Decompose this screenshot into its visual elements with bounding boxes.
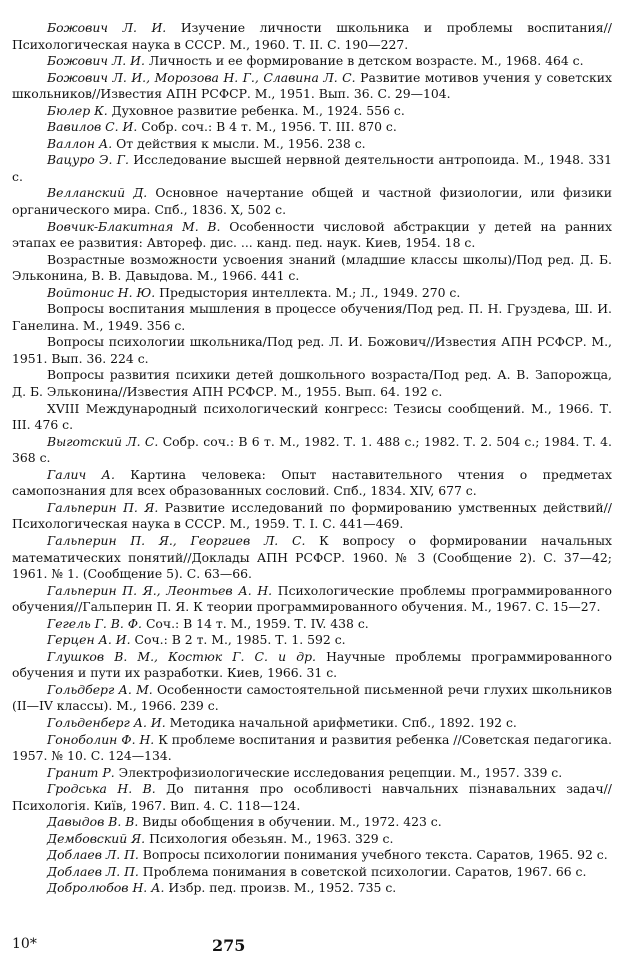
bibliography-entry xyxy=(12,53,612,70)
entry-author: Войтонис Н. Ю. xyxy=(47,284,156,300)
entry-text: Соч.: В 2 т. М., 1985. Т. 1. 592 с. xyxy=(134,632,346,648)
entry-text: Исследование высшей нервной деятельности антропоида. М., 1948. 331 с. xyxy=(12,152,612,184)
entry-author: Гальперин П. Я. xyxy=(47,499,159,515)
entry-text: Предыстория интеллекта. М.; Л., 1949. 270 с. xyxy=(159,284,461,300)
bibliography-entry xyxy=(12,831,612,848)
bibliography-entry xyxy=(12,500,612,533)
entry-author: Гоноболин Ф. Н. xyxy=(47,731,155,747)
entry-author: Выготский Л. С. xyxy=(47,433,159,449)
entry-text: Научные проблемы программированного обучения и пути их разработки. Киев, 1966. 31 с. xyxy=(12,648,612,681)
entry-author: Гранит Р. xyxy=(47,764,115,780)
entry-author: Доблаев Л. П. xyxy=(47,863,139,879)
page-footer xyxy=(12,936,612,956)
bibliography-entry xyxy=(12,715,612,732)
bibliography-entry xyxy=(12,119,612,136)
entry-text: Методика начальной арифметики. Спб., 1892. 192 с. xyxy=(169,714,517,730)
entry-text: Вопросы психологии школьника/Под ред. Л. И. Божович//Известия АПН РСФСР. М., 1951. Вып. 36. 224 с. xyxy=(12,334,612,366)
bibliography-entry xyxy=(12,864,612,881)
entry-author: Валлон А. xyxy=(47,135,113,151)
entry-text: Изучение личности школьника и проблемы воспитания//Психологическая наука в СССР. М., 1960. Т. II. С. 190—227. xyxy=(12,20,612,52)
entry-author: Вавилов С. И. xyxy=(47,119,138,135)
bibliography-entry xyxy=(12,467,612,500)
bibliography-entry xyxy=(12,334,612,367)
entry-author: Вовчик-Блакитная М. В. xyxy=(47,218,221,234)
entry-author: Добролюбов Н. А. xyxy=(47,880,165,896)
bibliography-entry xyxy=(12,152,612,185)
entry-text: Возрастные возможности усвоения знаний (младшие классы школы)/Под ред. Д. Б. Эльконина, В. В. Давыдова. М., 1966. 441 с. xyxy=(12,251,612,284)
bibliography-entry xyxy=(12,434,612,467)
bibliography-entry xyxy=(12,649,612,682)
entry-text: Избр. пед. произв. М., 1952. 735 с. xyxy=(168,880,397,896)
entry-author: Доблаев Л. П. xyxy=(47,847,139,863)
entry-text: Электрофизиологические исследования рецепции. М., 1957. 339 с. xyxy=(118,764,563,780)
bibliography-entry xyxy=(12,847,612,864)
entry-text: Личность и ее формирование в детском возрасте. М., 1968. 464 с. xyxy=(148,53,584,69)
entry-author: Велланский Д. xyxy=(47,185,148,201)
entry-author: Гегель Г. В. Ф. xyxy=(47,615,142,631)
printer-signature-mark: 10* xyxy=(12,936,37,952)
entry-text: Собр. соч.: В 4 т. М., 1956. Т. III. 870 с. xyxy=(141,119,397,135)
bibliography-entry xyxy=(12,103,612,120)
entry-text: Основное начертание общей и частной физиологии, или физики органического мира. Спб., 1836. X, 502 с. xyxy=(12,185,613,218)
bibliography-entry xyxy=(12,682,612,715)
entry-author: Бюлер К. xyxy=(47,102,108,118)
bibliography-entry xyxy=(12,880,612,897)
entry-author: Гальперин П. Я., Георгиев Л. С. xyxy=(47,532,306,548)
entry-text: Особенности числовой абстракции у детей на ранних этапах ее развития: Автореф. дис. ... канд. пед. наук. Киев, 1954. 18 с. xyxy=(12,218,612,251)
entry-text: Виды обобщения в обучении. М., 1972. 423 с. xyxy=(142,814,442,830)
entry-text: Вопросы развития психики детей дошкольного возраста/Под ред. А. В. Запорожца, Д. Б. Эльконина//Известия АПН РСФСР. М., 1955. Вып. 64. 192 с. xyxy=(12,367,612,400)
bibliography-entry xyxy=(12,781,612,814)
entry-author: Дембовский Я. xyxy=(47,830,146,846)
entry-text: Проблема понимания в советской психологии. Саратов, 1967. 66 с. xyxy=(142,863,587,879)
entry-author: Гольденберг А. И. xyxy=(47,714,166,730)
bibliography-entry xyxy=(12,765,612,782)
entry-author: Вацуро Э. Г. xyxy=(47,152,129,168)
entry-text: Вопросы психологии понимания учебного текста. Саратов, 1965. 92 с. xyxy=(142,847,608,863)
bibliography-entry xyxy=(12,185,612,218)
bibliography-entry xyxy=(12,533,612,583)
bibliography-entry xyxy=(12,136,612,153)
bibliography-entry xyxy=(12,20,612,53)
bibliography-entry xyxy=(12,616,612,633)
bibliography-entry xyxy=(12,285,612,302)
entry-author: Герцен А. И. xyxy=(47,632,131,648)
entry-author: Божович Л. И. xyxy=(47,20,167,35)
entry-text: Духовное развитие ребенка. М., 1924. 556 с. xyxy=(111,102,405,118)
bibliography-entry xyxy=(12,70,612,103)
entry-text: До питання про особливості навчальних пізнавальних задач//Психологія. Київ, 1967. Вип. 4. С. 118—124. xyxy=(12,781,612,813)
entry-author: Божович Л. И., Морозова Н. Г., Славина Л. С. xyxy=(47,69,356,85)
entry-text: Собр. соч.: В 6 т. М., 1982. Т. 1. 488 с.; 1982. Т. 2. 504 с.; 1984. Т. 4. 368 с. xyxy=(12,433,612,466)
bibliography-entry xyxy=(12,301,612,334)
entry-text: Картина человека: Опыт наставительного чтения о предметах самопознания для всех образованных сословий. Спб., 1834. XIV, 677 с. xyxy=(12,466,612,499)
bibliography-entry xyxy=(12,583,612,616)
entry-text: К проблеме воспитания и развития ребенка //Советская педагогика. 1957. № 10. С. 124—134. xyxy=(12,731,612,764)
page-number: 275 xyxy=(212,936,246,955)
entry-text: XVIII Международный психологический конгресс: Тезисы сообщений. М., 1966. Т. III. 476 с. xyxy=(12,400,612,433)
bibliography-entry xyxy=(12,401,612,434)
entry-text: Психология обезьян. М., 1963. 329 с. xyxy=(149,830,394,846)
entry-author: Гольдберг А. М. xyxy=(47,681,153,697)
entry-author: Гродська Н. В. xyxy=(47,781,156,797)
entry-author: Гальперин П. Я., Леонтьев А. Н. xyxy=(47,582,273,598)
entry-text: К вопросу о формировании начальных математических понятий//Доклады АПН РСФСР. 1960. № 3 (Сообщение 2). С. 37—42; 1961. № 1. (Сообщение 5). С. 63—66. xyxy=(12,532,612,582)
entry-text: Развитие исследований по формированию умственных действий//Психологическая наука в СССР. М., 1959. Т. I. С. 441—469. xyxy=(12,499,612,532)
entry-text: Особенности самостоятельной письменной речи глухих школьников (II—IV классы). М., 1966. 239 с. xyxy=(12,681,612,714)
entry-author: Глушков В. М., Костюк Г. С. и др. xyxy=(47,648,316,664)
entry-text: Развитие мотивов учения у советских школьников//Известия АПН РСФСР. М., 1951. Вып. 36. С. 29—104. xyxy=(12,69,612,102)
bibliography-entry xyxy=(12,252,612,285)
entry-text: Соч.: В 14 т. М., 1959. Т. IV. 438 с. xyxy=(145,615,369,631)
entry-author: Галич А. xyxy=(47,466,115,482)
entry-text: От действия к мысли. М., 1956. 238 с. xyxy=(116,135,366,151)
bibliography-entry xyxy=(12,219,612,252)
entry-author: Давыдов В. В. xyxy=(47,814,139,830)
bibliography-entry xyxy=(12,814,612,831)
entry-text: Психологические проблемы программированного обучения//Гальперин П. Я. К теории программированного обучения. М., 1967. С. 15—27. xyxy=(12,582,612,615)
entry-text: Вопросы воспитания мышления в процессе обучения/Под ред. П. Н. Груздева, Ш. И. Ганелина. М., 1949. 356 с. xyxy=(12,301,612,333)
bibliography-entry xyxy=(12,632,612,649)
bibliography-entry xyxy=(12,732,612,765)
bibliography-list xyxy=(12,20,612,897)
entry-author: Божович Л. И. xyxy=(47,53,145,69)
bibliography-entry xyxy=(12,367,612,400)
